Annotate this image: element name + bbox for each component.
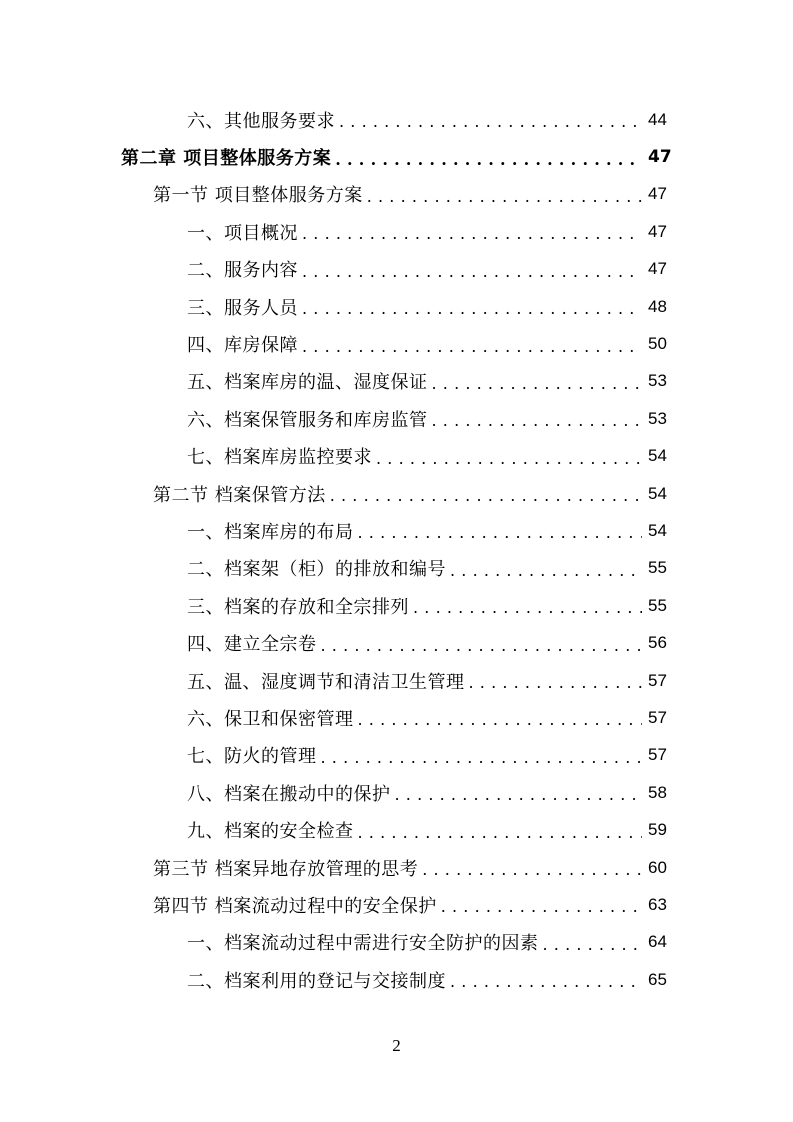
toc-entry-page: 56: [648, 633, 667, 653]
toc-entry-page: 53: [648, 371, 667, 391]
dot-leader: [302, 262, 642, 281]
toc-entry-page: 57: [648, 745, 667, 765]
toc-entry[interactable]: [0, 737, 793, 774]
toc-entry-title: 第四节 档案流动过程中的安全保护: [153, 895, 437, 917]
toc-entry-page: 57: [648, 707, 667, 727]
dot-leader: [321, 636, 643, 655]
toc-entry-title: 第二节 档案保管方法: [153, 484, 326, 506]
toc-entry[interactable]: [0, 438, 793, 475]
toc-entry-title: 九、档案的安全检查: [187, 821, 354, 843]
dot-leader: [367, 187, 642, 206]
toc-entry[interactable]: [0, 400, 793, 437]
toc-entry-title: 第一节 项目整体服务方案: [153, 185, 363, 207]
toc-entry-title: 四、库房保障: [187, 335, 298, 357]
dot-leader: [469, 673, 643, 692]
toc-entry[interactable]: [0, 550, 793, 587]
dot-leader: [432, 374, 643, 393]
toc-entry-page: 65: [648, 969, 667, 989]
dot-leader: [432, 411, 643, 430]
toc-entry[interactable]: [0, 774, 793, 811]
toc-entry-page: 63: [648, 894, 667, 914]
dot-leader: [543, 935, 643, 954]
dot-leader: [441, 897, 642, 916]
toc-entry-page: 47: [648, 221, 667, 241]
toc-entry-page: 47: [648, 259, 667, 279]
dot-leader: [335, 150, 642, 169]
dot-leader: [413, 598, 642, 617]
toc-entry-page: 57: [648, 670, 667, 690]
toc-entry-page: 64: [648, 932, 667, 952]
dot-leader: [450, 561, 642, 580]
table-of-contents: [0, 101, 793, 998]
dot-leader: [302, 337, 642, 356]
toc-entry-page: 48: [648, 296, 667, 316]
toc-entry-title: 七、防火的管理: [187, 746, 317, 768]
toc-entry-title: 六、档案保管服务和库房监管: [187, 409, 428, 431]
toc-entry[interactable]: [0, 475, 793, 512]
toc-entry-page: 55: [648, 558, 667, 578]
toc-entry[interactable]: [0, 961, 793, 998]
toc-entry-page: 53: [648, 408, 667, 428]
toc-entry-page: 47: [648, 147, 672, 168]
dot-leader: [302, 224, 642, 243]
dot-leader: [450, 972, 642, 991]
toc-entry[interactable]: [0, 363, 793, 400]
toc-entry-page: 58: [648, 782, 667, 802]
toc-entry[interactable]: [0, 587, 793, 624]
toc-entry-title: 六、其他服务要求: [187, 110, 335, 132]
toc-entry-page: 54: [648, 520, 667, 540]
toc-entry[interactable]: [0, 251, 793, 288]
toc-entry[interactable]: [0, 699, 793, 736]
toc-entry-page: 50: [648, 334, 667, 354]
dot-leader: [358, 823, 643, 842]
toc-entry-title: 第二章 项目整体服务方案: [121, 148, 332, 170]
toc-entry[interactable]: [0, 288, 793, 325]
toc-entry[interactable]: [0, 213, 793, 250]
toc-entry[interactable]: [0, 512, 793, 549]
toc-entry[interactable]: [0, 849, 793, 886]
toc-entry-page: 47: [648, 184, 667, 204]
page-number: 2: [392, 1036, 401, 1055]
toc-entry[interactable]: [0, 325, 793, 362]
toc-entry-title: 二、档案利用的登记与交接制度: [187, 970, 446, 992]
dot-leader: [395, 785, 643, 804]
toc-entry[interactable]: [0, 886, 793, 923]
toc-entry-page: 54: [648, 483, 667, 503]
toc-entry-title: 一、档案库房的布局: [187, 521, 354, 543]
dot-leader: [339, 112, 642, 131]
toc-entry-title: 一、档案流动过程中需进行安全防护的因素: [187, 933, 539, 955]
toc-entry-title: 六、保卫和保密管理: [187, 708, 354, 730]
toc-entry-title: 二、档案架（柜）的排放和编号: [187, 559, 446, 581]
toc-entry-title: 七、档案库房监控要求: [187, 447, 372, 469]
toc-entry[interactable]: [0, 811, 793, 848]
toc-entry-title: 三、档案的存放和全宗排列: [187, 596, 409, 618]
dot-leader: [321, 748, 643, 767]
toc-entry-title: 八、档案在搬动中的保护: [187, 783, 391, 805]
toc-entry-page: 60: [648, 857, 667, 877]
toc-entry-title: 一、项目概况: [187, 222, 298, 244]
toc-entry-title: 三、服务人员: [187, 297, 298, 319]
toc-entry[interactable]: [0, 662, 793, 699]
toc-entry-page: 59: [648, 820, 667, 840]
dot-leader: [358, 523, 643, 542]
toc-entry[interactable]: [0, 924, 793, 961]
toc-entry[interactable]: [0, 176, 793, 213]
toc-entry-page: 54: [648, 446, 667, 466]
toc-entry-title: 五、档案库房的温、湿度保证: [187, 372, 428, 394]
toc-entry[interactable]: [0, 101, 793, 138]
dot-leader: [358, 710, 643, 729]
toc-entry[interactable]: [0, 624, 793, 661]
dot-leader: [302, 299, 642, 318]
dot-leader: [376, 449, 642, 468]
toc-entry-title: 二、服务内容: [187, 260, 298, 282]
toc-entry-page: 44: [648, 109, 667, 129]
toc-entry-page: 55: [648, 595, 667, 615]
toc-entry-title: 第三节 档案异地存放管理的思考: [153, 858, 419, 880]
dot-leader: [330, 486, 642, 505]
toc-entry[interactable]: [0, 138, 793, 175]
dot-leader: [422, 860, 642, 879]
toc-entry-title: 四、建立全宗卷: [187, 634, 317, 656]
toc-entry-title: 五、温、湿度调节和清洁卫生管理: [187, 671, 465, 693]
